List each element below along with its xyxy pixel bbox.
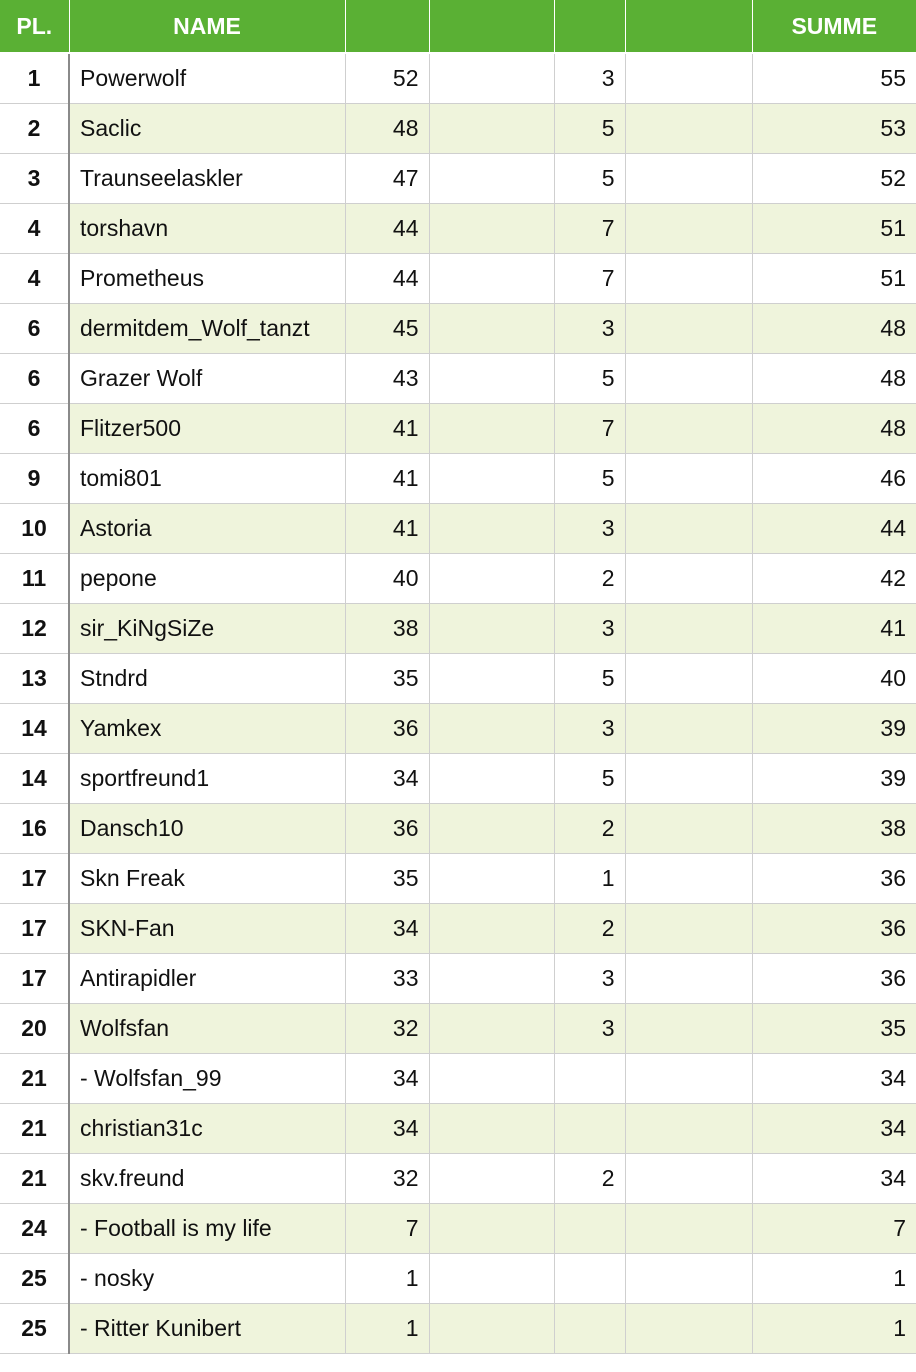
total-cell: 38 (752, 804, 916, 854)
player-name-cell: Astoria (69, 504, 345, 554)
table-row (0, 1204, 916, 1254)
place-cell: 21 (0, 1154, 69, 1204)
total-cell: 1 (752, 1254, 916, 1304)
bonus-cell: 3 (554, 604, 625, 654)
points-cell: 36 (345, 804, 429, 854)
points-cell: 38 (345, 604, 429, 654)
points-cell: 7 (345, 1204, 429, 1254)
table-header (0, 0, 916, 53)
col-d-cell (625, 504, 752, 554)
points-cell: 36 (345, 704, 429, 754)
place-cell: 1 (0, 53, 69, 104)
col-b-cell (429, 604, 554, 654)
bonus-cell: 7 (554, 204, 625, 254)
bonus-cell: 2 (554, 804, 625, 854)
points-cell: 1 (345, 1304, 429, 1354)
col-d-cell (625, 53, 752, 104)
total-cell: 44 (752, 504, 916, 554)
bonus-cell: 5 (554, 454, 625, 504)
total-cell: 34 (752, 1154, 916, 1204)
col-b-cell (429, 954, 554, 1004)
col-b-cell (429, 904, 554, 954)
place-cell: 14 (0, 754, 69, 804)
player-name-cell: Dansch10 (69, 804, 345, 854)
table-row (0, 104, 916, 154)
table-row (0, 804, 916, 854)
points-cell: 34 (345, 904, 429, 954)
col-d-cell (625, 1254, 752, 1304)
table-row (0, 1104, 916, 1154)
col-d-cell (625, 204, 752, 254)
table-row (0, 1004, 916, 1054)
place-cell: 25 (0, 1254, 69, 1304)
player-name-cell: Skn Freak (69, 854, 345, 904)
bonus-cell: 5 (554, 754, 625, 804)
player-name-cell: - Wolfsfan_99 (69, 1054, 345, 1104)
place-cell: 21 (0, 1054, 69, 1104)
col-d-cell (625, 754, 752, 804)
table-row (0, 53, 916, 104)
points-cell: 47 (345, 154, 429, 204)
header-name: NAME (69, 0, 345, 53)
total-cell: 42 (752, 554, 916, 604)
col-b-cell (429, 354, 554, 404)
table-row (0, 904, 916, 954)
bonus-cell (554, 1054, 625, 1104)
bonus-cell: 5 (554, 104, 625, 154)
place-cell: 2 (0, 104, 69, 154)
total-cell: 1 (752, 1304, 916, 1354)
total-cell: 34 (752, 1054, 916, 1104)
col-b-cell (429, 204, 554, 254)
col-d-cell (625, 854, 752, 904)
total-cell: 36 (752, 904, 916, 954)
table-row (0, 954, 916, 1004)
total-cell: 53 (752, 104, 916, 154)
points-cell: 35 (345, 854, 429, 904)
player-name-cell: Saclic (69, 104, 345, 154)
col-b-cell (429, 154, 554, 204)
bonus-cell: 7 (554, 404, 625, 454)
points-cell: 41 (345, 404, 429, 454)
col-b-cell (429, 1154, 554, 1204)
header-col-d (625, 0, 752, 53)
bonus-cell: 7 (554, 254, 625, 304)
table-row (0, 654, 916, 704)
col-d-cell (625, 1304, 752, 1354)
header-col-b (429, 0, 554, 53)
table-row (0, 354, 916, 404)
table-row (0, 1254, 916, 1304)
player-name-cell: Antirapidler (69, 954, 345, 1004)
table-row (0, 454, 916, 504)
col-b-cell (429, 454, 554, 504)
col-b-cell (429, 104, 554, 154)
col-b-cell (429, 504, 554, 554)
table-row (0, 404, 916, 454)
col-b-cell (429, 1254, 554, 1304)
col-b-cell (429, 1004, 554, 1054)
player-name-cell: - Football is my life (69, 1204, 345, 1254)
place-cell: 6 (0, 354, 69, 404)
player-name-cell: torshavn (69, 204, 345, 254)
player-name-cell: pepone (69, 554, 345, 604)
col-b-cell (429, 254, 554, 304)
col-b-cell (429, 53, 554, 104)
col-b-cell (429, 1304, 554, 1354)
col-d-cell (625, 904, 752, 954)
total-cell: 39 (752, 704, 916, 754)
player-name-cell: Grazer Wolf (69, 354, 345, 404)
table-row (0, 1154, 916, 1204)
place-cell: 6 (0, 404, 69, 454)
player-name-cell: Stndrd (69, 654, 345, 704)
place-cell: 4 (0, 204, 69, 254)
total-cell: 51 (752, 204, 916, 254)
table-row (0, 154, 916, 204)
place-cell: 25 (0, 1304, 69, 1354)
player-name-cell: skv.freund (69, 1154, 345, 1204)
player-name-cell: sir_KiNgSiZe (69, 604, 345, 654)
table-row (0, 304, 916, 354)
col-b-cell (429, 704, 554, 754)
bonus-cell (554, 1304, 625, 1354)
bonus-cell: 3 (554, 1004, 625, 1054)
place-cell: 24 (0, 1204, 69, 1254)
place-cell: 17 (0, 904, 69, 954)
col-d-cell (625, 1004, 752, 1054)
place-cell: 13 (0, 654, 69, 704)
points-cell: 40 (345, 554, 429, 604)
total-cell: 7 (752, 1204, 916, 1254)
table-row (0, 854, 916, 904)
header-col-c (554, 0, 625, 53)
points-cell: 41 (345, 454, 429, 504)
bonus-cell: 5 (554, 354, 625, 404)
bonus-cell: 2 (554, 1154, 625, 1204)
total-cell: 39 (752, 754, 916, 804)
place-cell: 14 (0, 704, 69, 754)
place-cell: 10 (0, 504, 69, 554)
place-cell: 3 (0, 154, 69, 204)
table-row (0, 604, 916, 654)
bonus-cell (554, 1254, 625, 1304)
col-b-cell (429, 654, 554, 704)
total-cell: 34 (752, 1104, 916, 1154)
col-b-cell (429, 754, 554, 804)
col-d-cell (625, 154, 752, 204)
place-cell: 6 (0, 304, 69, 354)
points-cell: 44 (345, 204, 429, 254)
player-name-cell: christian31c (69, 1104, 345, 1154)
table-row (0, 254, 916, 304)
place-cell: 17 (0, 854, 69, 904)
total-cell: 41 (752, 604, 916, 654)
total-cell: 36 (752, 854, 916, 904)
bonus-cell (554, 1204, 625, 1254)
place-cell: 4 (0, 254, 69, 304)
total-cell: 35 (752, 1004, 916, 1054)
player-name-cell: - nosky (69, 1254, 345, 1304)
player-name-cell: sportfreund1 (69, 754, 345, 804)
bonus-cell: 3 (554, 504, 625, 554)
col-b-cell (429, 1054, 554, 1104)
points-cell: 41 (345, 504, 429, 554)
table-body (0, 53, 916, 1354)
col-d-cell (625, 1054, 752, 1104)
bonus-cell: 3 (554, 704, 625, 754)
col-d-cell (625, 354, 752, 404)
table-row (0, 704, 916, 754)
col-b-cell (429, 554, 554, 604)
total-cell: 48 (752, 404, 916, 454)
col-d-cell (625, 804, 752, 854)
col-b-cell (429, 304, 554, 354)
points-cell: 43 (345, 354, 429, 404)
player-name-cell: Prometheus (69, 254, 345, 304)
col-d-cell (625, 1204, 752, 1254)
points-cell: 35 (345, 654, 429, 704)
bonus-cell: 2 (554, 904, 625, 954)
total-cell: 48 (752, 354, 916, 404)
bonus-cell: 3 (554, 954, 625, 1004)
place-cell: 16 (0, 804, 69, 854)
table-row (0, 504, 916, 554)
total-cell: 40 (752, 654, 916, 704)
col-b-cell (429, 854, 554, 904)
table-row (0, 1304, 916, 1354)
points-cell: 48 (345, 104, 429, 154)
player-name-cell: Yamkex (69, 704, 345, 754)
col-b-cell (429, 1204, 554, 1254)
col-d-cell (625, 1104, 752, 1154)
table-row (0, 1054, 916, 1104)
points-cell: 34 (345, 754, 429, 804)
points-cell: 45 (345, 304, 429, 354)
bonus-cell: 2 (554, 554, 625, 604)
points-cell: 32 (345, 1154, 429, 1204)
col-d-cell (625, 954, 752, 1004)
col-d-cell (625, 1154, 752, 1204)
col-d-cell (625, 404, 752, 454)
bonus-cell: 5 (554, 154, 625, 204)
col-d-cell (625, 554, 752, 604)
player-name-cell: Powerwolf (69, 53, 345, 104)
col-b-cell (429, 1104, 554, 1154)
points-cell: 33 (345, 954, 429, 1004)
header-summe: SUMME (752, 0, 916, 53)
table-row (0, 554, 916, 604)
bonus-cell: 1 (554, 854, 625, 904)
header-col-a (345, 0, 429, 53)
total-cell: 52 (752, 154, 916, 204)
player-name-cell: SKN-Fan (69, 904, 345, 954)
total-cell: 48 (752, 304, 916, 354)
player-name-cell: Flitzer500 (69, 404, 345, 454)
place-cell: 9 (0, 454, 69, 504)
points-cell: 44 (345, 254, 429, 304)
col-d-cell (625, 604, 752, 654)
table-row (0, 754, 916, 804)
col-b-cell (429, 804, 554, 854)
points-cell: 1 (345, 1254, 429, 1304)
header-place: PL. (0, 0, 69, 53)
col-d-cell (625, 654, 752, 704)
col-d-cell (625, 104, 752, 154)
points-cell: 34 (345, 1104, 429, 1154)
player-name-cell: dermitdem_Wolf_tanzt (69, 304, 345, 354)
player-name-cell: Traunseelaskler (69, 154, 345, 204)
col-d-cell (625, 704, 752, 754)
bonus-cell: 3 (554, 304, 625, 354)
place-cell: 21 (0, 1104, 69, 1154)
points-cell: 34 (345, 1054, 429, 1104)
points-cell: 32 (345, 1004, 429, 1054)
points-cell: 52 (345, 53, 429, 104)
col-d-cell (625, 304, 752, 354)
bonus-cell: 5 (554, 654, 625, 704)
place-cell: 20 (0, 1004, 69, 1054)
total-cell: 46 (752, 454, 916, 504)
total-cell: 51 (752, 254, 916, 304)
col-d-cell (625, 254, 752, 304)
col-b-cell (429, 404, 554, 454)
player-name-cell: - Ritter Kunibert (69, 1304, 345, 1354)
player-name-cell: tomi801 (69, 454, 345, 504)
total-cell: 36 (752, 954, 916, 1004)
table-row (0, 204, 916, 254)
player-name-cell: Wolfsfan (69, 1004, 345, 1054)
total-cell: 55 (752, 53, 916, 104)
col-d-cell (625, 454, 752, 504)
bonus-cell: 3 (554, 53, 625, 104)
place-cell: 12 (0, 604, 69, 654)
bonus-cell (554, 1104, 625, 1154)
place-cell: 17 (0, 954, 69, 1004)
place-cell: 11 (0, 554, 69, 604)
header-row (0, 0, 916, 53)
